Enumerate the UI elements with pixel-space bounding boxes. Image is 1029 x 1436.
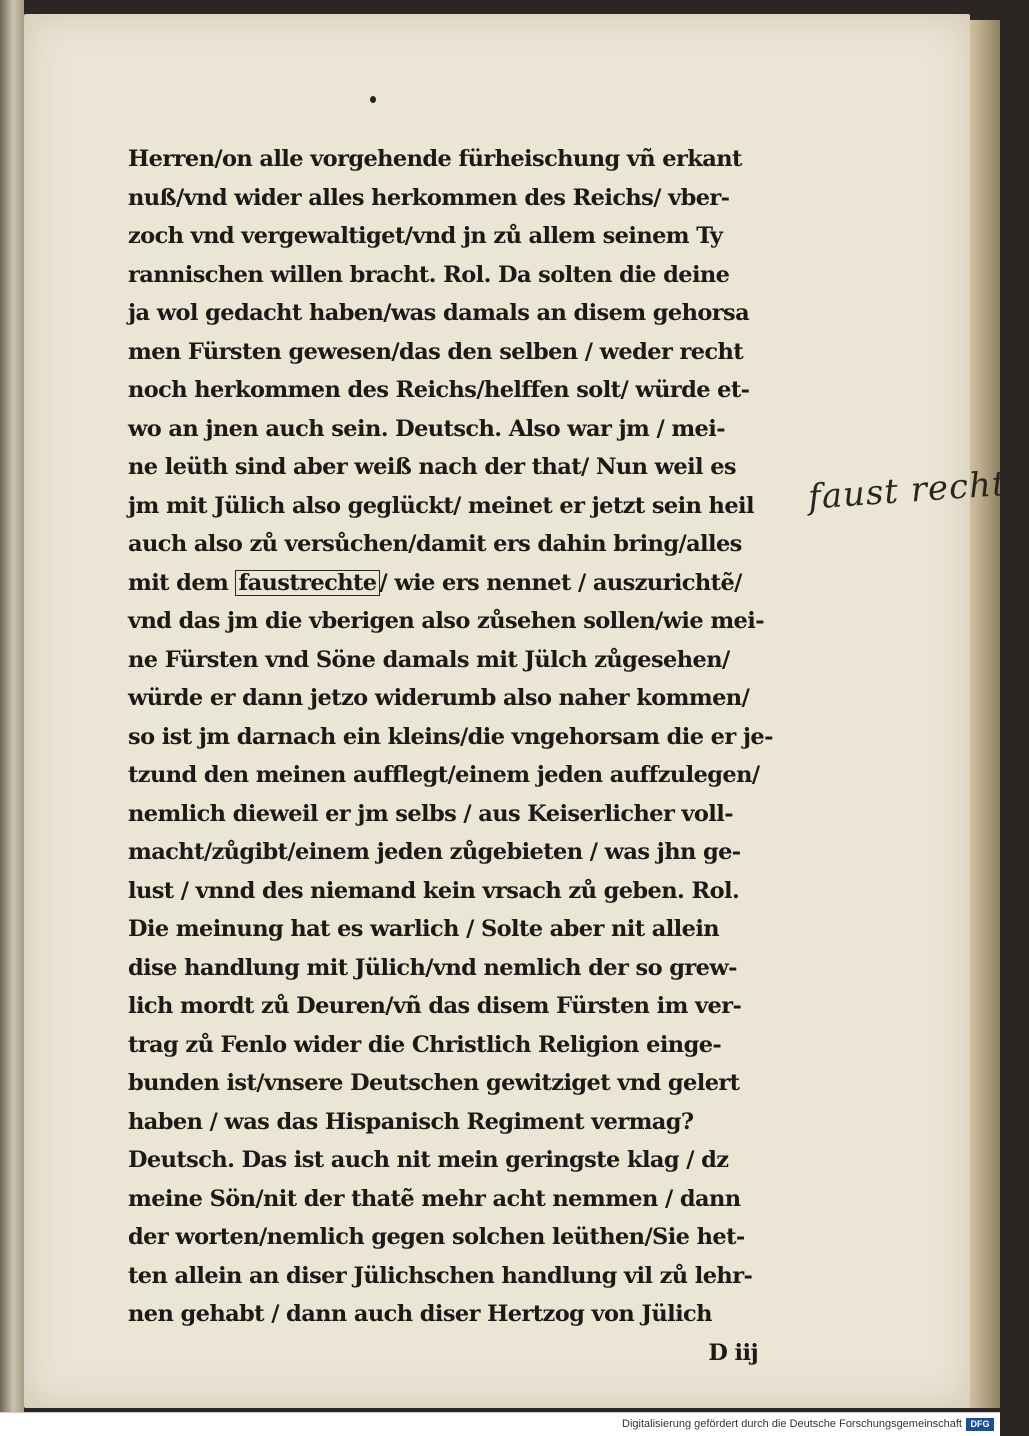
text-block bbox=[128, 140, 788, 1372]
text-line: bunden ist/vnsere Deutschen gewitziget vnd gelert bbox=[128, 1070, 740, 1096]
margin-annotation bbox=[806, 462, 1029, 530]
ink-dot bbox=[370, 96, 376, 103]
text-line: zoch vnd vergewaltiget/vnd jn zů allem seinem Ty bbox=[128, 223, 723, 249]
dfg-logo-icon: DFG bbox=[966, 1418, 994, 1431]
text-line: tzund den meinen aufflegt/einem jeden auffzulegen/ bbox=[128, 762, 760, 788]
text-segment: mit dem bbox=[128, 569, 236, 596]
text-line: Herren/on alle vorgehende fürheischung vñ erkant bbox=[128, 146, 742, 172]
text-line: würde er dann jetzo widerumb also naher kommen/ bbox=[128, 685, 750, 711]
text-line: nen gehabt / dann auch diser Hertzog von Jülich bbox=[128, 1301, 712, 1327]
text-line: ten allein an diser Jülichschen handlung vil zů lehr- bbox=[128, 1262, 753, 1289]
left-page-edge bbox=[0, 0, 24, 1412]
margin-annotation-text: faust rechte bbox=[806, 462, 1029, 518]
text-line: haben / was das Hispanisch Regiment vermag? bbox=[128, 1108, 694, 1135]
text-line: noch herkommen des Reichs/helffen solt/ würde et- bbox=[128, 377, 750, 403]
boxed-word: faustrechte bbox=[235, 570, 379, 596]
signature-mark: D iij bbox=[708, 1339, 758, 1366]
footer-credit: Digitalisierung gefördert durch die Deutsche Forschungsgemeinschaft bbox=[622, 1418, 962, 1430]
text-line: nuß/vnd wider alles herkommen des Reichs/ vber- bbox=[128, 184, 730, 211]
text-line: rannischen willen bracht. Rol. Da solten die deine bbox=[128, 261, 730, 288]
text-line: trag zů Fenlo wider die Christlich Religion einge- bbox=[128, 1031, 722, 1058]
text-line: lich mordt zů Deuren/vñ das disem Fürsten im ver- bbox=[128, 993, 742, 1019]
text-line: jm mit Jülich also geglückt/ meinet er jetzt sein heil bbox=[128, 492, 754, 519]
text-line: macht/zůgibt/einem jeden zůgebieten / was jhn ge- bbox=[128, 839, 741, 865]
text-line: der worten/nemlich gegen solchen leüthen/Sie het- bbox=[128, 1224, 745, 1250]
text-line: ne Fürsten vnd Söne damals mit Jülch zůgesehen/ bbox=[128, 646, 730, 673]
text-line: Die meinung hat es warlich / Solte aber nit allein bbox=[128, 916, 720, 942]
text-line: lust / vnnd des niemand kein vrsach zů geben. Rol. bbox=[128, 877, 740, 904]
text-line: nemlich dieweil er jm selbs / aus Keiserlicher voll- bbox=[128, 800, 733, 827]
text-line: wo an jnen auch sein. Deutsch. Also war jm / mei- bbox=[128, 415, 725, 442]
text-line: men Fürsten gewesen/das den selben / weder recht bbox=[128, 338, 744, 365]
text-line: ne leüth sind aber weiß nach der that/ Nun weil es bbox=[128, 454, 736, 480]
text-line-with-box bbox=[128, 564, 788, 603]
text-line: meine Sön/nit der thatẽ mehr acht nemmen / dann bbox=[128, 1185, 741, 1212]
text-line: auch also zů versůchen/damit ers dahin bring/alles bbox=[128, 531, 742, 557]
text-line: ja wol gedacht haben/was damals an disem gehorsa bbox=[128, 300, 750, 326]
text-line: dise handlung mit Jülich/vnd nemlich der so grew- bbox=[128, 954, 737, 981]
text-segment: / wie ers nennet / auszurichtẽ/ bbox=[379, 569, 742, 596]
text-line: Deutsch. Das ist auch nit mein geringste klag / dz bbox=[128, 1147, 729, 1173]
footer-bar bbox=[0, 1412, 1000, 1436]
text-line: vnd das jm die vberigen also zůsehen sollen/wie mei- bbox=[128, 608, 764, 634]
text-line: so ist jm darnach ein kleins/die vngehorsam die er je- bbox=[128, 723, 773, 750]
